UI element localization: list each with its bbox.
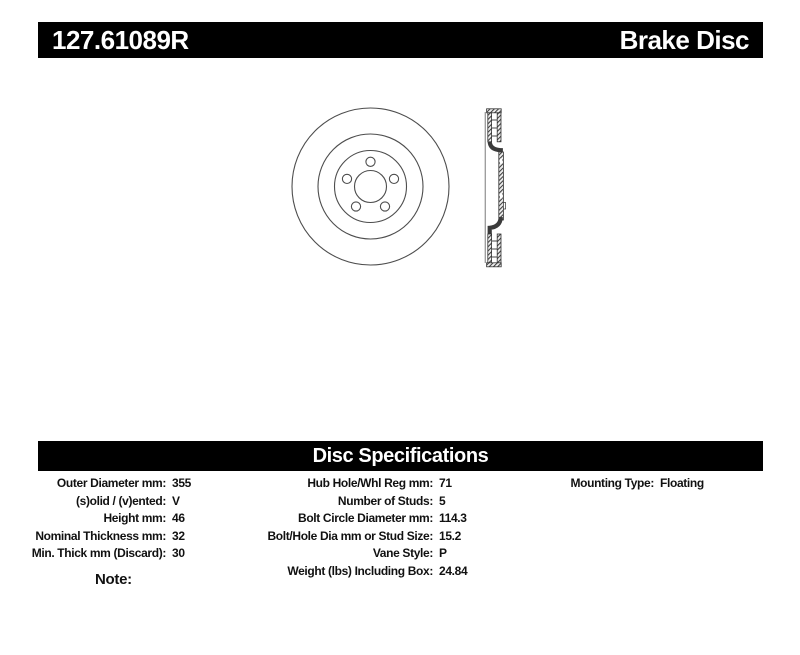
spec-row-outer-diameter [14,475,191,493]
spec-row-mounting-type [540,475,704,493]
spec-value: Floating [660,476,704,490]
header-bar [38,22,763,58]
spec-column-right [540,475,704,493]
spec-row-number-of-studs [238,493,467,511]
spec-row-bolt-hole-dia [238,528,467,546]
spec-row-height [14,510,191,528]
spec-row-bolt-circle-diameter [238,510,467,528]
spec-value: 30 [172,546,185,561]
spec-column-left [14,475,191,563]
spec-value: 355 [172,476,191,490]
spec-value: P [439,546,447,561]
spec-label: Weight (lbs) Including Box: [287,563,433,578]
spec-value: 114.3 [439,511,467,526]
spec-label: Mounting Type: [570,476,654,490]
spec-value: 71 [439,476,452,490]
spec-row-solid-vented [14,493,191,511]
spec-label: Bolt Circle Diameter mm: [298,511,433,526]
spec-value: 32 [172,528,185,543]
spec-label: Vane Style: [372,546,433,561]
spec-label: (s)olid / (v)ented: [75,493,166,508]
spec-label: Bolt/Hole Dia mm or Stud Size: [267,528,433,543]
disc-cross-section-icon [485,109,505,267]
spec-label: Min. Thick mm (Discard): [31,546,166,561]
note-label: Note: [95,571,132,588]
product-type-title: Brake Disc [619,24,749,55]
spec-row-vane-style [238,545,467,563]
spec-label: Number of Studs: [337,493,433,508]
spec-row-nominal-thickness [14,528,191,546]
spec-value: 15.2 [439,528,461,543]
disc-front-view-icon [292,108,449,265]
spec-label: Hub Hole/Whl Reg mm: [307,476,433,490]
spec-value: 5 [439,493,446,508]
spec-label: Nominal Thickness mm: [35,528,166,543]
part-number: 127.61089R [52,24,189,55]
spec-label: Outer Diameter mm: [56,476,166,490]
spec-row-min-thick [14,545,191,563]
spec-value: 24.84 [439,563,468,578]
spec-value: V [172,493,180,508]
spec-label: Height mm: [103,511,166,526]
spec-column-middle [238,475,467,581]
spec-value: 46 [172,511,185,526]
brake-disc-technical-drawing [285,100,515,275]
section-title: Disc Specifications [312,444,489,467]
section-title-bar [38,441,763,471]
spec-row-hub-hole [238,475,467,493]
spec-row-weight [238,563,467,581]
